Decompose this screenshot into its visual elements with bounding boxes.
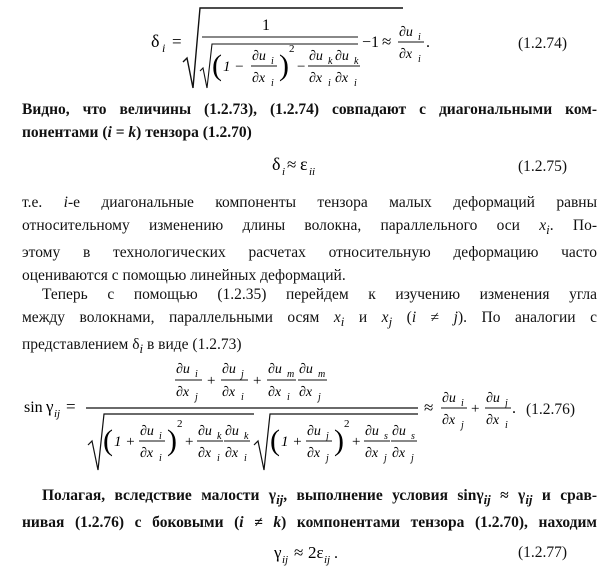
dui-top-sub: i [418, 32, 421, 43]
plus-sign: + [185, 434, 194, 450]
rhs-dx-j: ∂x [442, 413, 456, 428]
gamma-symbol: γ [274, 543, 282, 562]
equation-1-2-77 [0, 538, 611, 572]
rhs-du-i-sub: i [461, 398, 464, 409]
italic-subscript-i: i [546, 222, 550, 238]
paragraph-4 [22, 484, 597, 534]
two-epsilon: 2ε [308, 543, 324, 562]
text-span: относительному изменению длины волокна, параллельного оси [22, 217, 540, 234]
square-exponent: 2 [344, 418, 350, 430]
den-du-k-2: ∂u [225, 424, 239, 439]
dx-bottom: ∂x [252, 71, 266, 86]
text-span: ≠ [243, 514, 274, 532]
equation-number: (1.2.77) [518, 544, 568, 561]
dxi-bottom-2-sub: i [354, 78, 357, 89]
den-dx-j: ∂x [307, 446, 321, 461]
den-du-s-2-sub: s [411, 431, 415, 442]
equation-1-2-74 [0, 0, 611, 95]
num-du-i-sub: i [195, 369, 198, 380]
den-dx-i-2: ∂x [198, 446, 212, 461]
num-du-m-1: ∂u [268, 362, 282, 377]
den-dx-i: ∂x [140, 446, 154, 461]
duk-top-1-sub: k [328, 56, 333, 67]
text-span: ≠ [416, 309, 454, 326]
delta-symbol: δ [151, 31, 160, 51]
italic-j: j [453, 309, 458, 326]
sin-function: sin [24, 399, 43, 416]
num-du-m-1-sub: m [287, 369, 295, 380]
epsilon-subscript: ij [324, 554, 331, 566]
fraction-numerator: 1 [262, 17, 270, 34]
plus-sign: + [253, 373, 262, 389]
period: . [426, 34, 430, 51]
duk-top-2: ∂u [335, 49, 349, 64]
plus-sign: + [207, 373, 216, 389]
num-dx-j-2: ∂x [299, 385, 313, 400]
den-du-s-1-sub: s [384, 431, 388, 442]
paragraph-4-line-2 [22, 511, 597, 534]
approx-sign: ≈ [287, 155, 297, 174]
equation-number: (1.2.74) [518, 35, 568, 52]
period: . [512, 400, 516, 417]
text-span: Видно, что величины (1.2.73), (1.2.74) совпадают с диагональными ком- [22, 101, 597, 118]
italic-i: i [107, 124, 112, 141]
text-span: Теперь с помощью (1.2.35) перейдем к изучению изменения угла [42, 286, 597, 303]
rhs-du-i: ∂u [442, 391, 456, 406]
den-dx-i-3-sub: i [244, 453, 247, 464]
italic-subscript-ij: ij [483, 492, 491, 508]
italic-i: i [239, 514, 244, 532]
text-span: ). По аналогии с [457, 309, 597, 326]
den-dx-j-sub: j [326, 453, 329, 464]
den-du-j: ∂u [307, 424, 321, 439]
right-paren: ) [279, 49, 289, 82]
dxi-bottom-1: ∂x [309, 71, 323, 86]
text-span: и срав- [532, 487, 597, 504]
square-exponent: 2 [177, 418, 183, 430]
equation-1-2-76-svg [0, 352, 611, 482]
right-paren: ) [334, 424, 344, 457]
gamma-subscript: ij [54, 408, 61, 420]
dx-bottom-sub: i [271, 78, 274, 89]
den-dx-i-2-sub: i [217, 453, 220, 464]
one-minus: 1 − [223, 59, 245, 75]
italic-i: i [411, 309, 417, 326]
gamma-symbol: γ [46, 397, 54, 416]
italic-subscript-ij: ij [525, 492, 533, 508]
minus-one: −1 [362, 34, 380, 51]
dxi-bottom-3-sub: i [418, 54, 421, 65]
minus-sign: − [297, 59, 306, 75]
num-dx-i: ∂x [222, 385, 236, 400]
text-span: этому в технологических расчетах относительную деформацию часто [22, 244, 597, 262]
text-span: -е диагональные компоненты тензора малых деформаций равны [67, 194, 597, 211]
plus-sign: + [352, 434, 361, 450]
den-du-k-2-sub: k [244, 431, 249, 442]
num-du-m-2: ∂u [299, 362, 313, 377]
den-dx-i-3: ∂x [225, 446, 239, 461]
text-span: понентами ( [22, 124, 108, 141]
italic-k: k [128, 124, 137, 141]
text-span: оцениваются с помощью линейных деформаций. [22, 267, 346, 285]
num-dx-j-sub: j [195, 392, 198, 403]
left-paren: ( [212, 49, 222, 82]
paragraph-2-line-2 [22, 214, 597, 241]
dxi-bottom-2: ∂x [335, 71, 349, 86]
rhs-du-j: ∂u [486, 391, 500, 406]
paragraph-3-line-1 [22, 283, 597, 306]
den-du-k-1: ∂u [198, 424, 212, 439]
paragraph-2-line-3 [22, 241, 597, 264]
num-dx-i-2-sub: i [287, 392, 290, 403]
rhs-du-j-sub: j [505, 398, 508, 409]
approx-sign: ≈ [424, 398, 434, 417]
paragraph-1 [22, 98, 597, 144]
den-du-j-sub: j [326, 431, 329, 442]
paragraph-2-line-1 [22, 191, 597, 214]
equation-number: (1.2.76) [526, 401, 576, 418]
dxi-bottom-1-sub: i [328, 78, 331, 89]
num-du-i: ∂u [176, 362, 190, 377]
den-du-i: ∂u [140, 424, 154, 439]
approx-sign: ≈ [294, 543, 304, 562]
paragraph-4-line-1 [22, 484, 597, 511]
num-du-j: ∂u [222, 362, 236, 377]
text-span: между волокнами, параллельными осям [22, 309, 334, 326]
paragraph-3-line-2 [22, 306, 597, 333]
text-span: . По- [549, 217, 597, 234]
gamma-subscript: ij [282, 554, 289, 566]
left-paren: ( [270, 424, 280, 457]
den-dx-i-sub: i [159, 453, 162, 464]
text-span: представлением δ [22, 336, 140, 354]
text-span: ( [392, 309, 412, 326]
one-plus: 1 + [281, 434, 303, 450]
num-du-m-2-sub: m [318, 369, 326, 380]
paragraph-3 [22, 283, 597, 360]
paragraph-1-line-2 [22, 121, 597, 144]
equals-sign: = [66, 397, 76, 416]
text-span: ≈ γ [490, 487, 526, 504]
equation-1-2-76 [0, 352, 611, 482]
italic-subscript-ij: ij [276, 492, 284, 508]
text-span: = [111, 124, 129, 141]
text-span: ) тензора (1.2.70) [136, 124, 252, 141]
italic-subscript-i: i [340, 314, 345, 330]
italic-subscript-j: j [388, 314, 393, 330]
den-du-s-1: ∂u [365, 424, 379, 439]
den-du-k-1-sub: k [217, 431, 222, 442]
den-dx-j-2: ∂x [365, 446, 379, 461]
du-top: ∂u [252, 49, 266, 64]
period: . [334, 545, 338, 562]
den-du-i-sub: i [159, 431, 162, 442]
delta-symbol: δ [272, 154, 281, 174]
epsilon-symbol: ε [300, 154, 308, 174]
duk-top-2-sub: k [354, 56, 359, 67]
text-span: нивая (1.2.76) с боковыми ( [22, 514, 240, 532]
du-top-sub: i [271, 56, 274, 67]
den-dx-j-3: ∂x [392, 446, 406, 461]
text-span: и [344, 309, 382, 326]
dui-top: ∂u [399, 25, 413, 40]
left-paren: ( [103, 424, 113, 457]
italic-x: x [539, 217, 547, 234]
text-span: в виде (1.2.73) [143, 336, 242, 354]
paragraph-1-line-1 [22, 98, 597, 121]
text-span: Полагая, вследствие малости γ [42, 487, 277, 504]
num-dx-j: ∂x [176, 385, 190, 400]
text-span: т.е. [22, 194, 64, 211]
delta-subscript: i [282, 166, 286, 178]
rhs-dx-i: ∂x [486, 413, 500, 428]
num-dx-i-2: ∂x [268, 385, 282, 400]
equals-sign: = [172, 32, 182, 51]
square-exponent: 2 [289, 43, 295, 55]
rhs-dx-i-sub: i [505, 420, 508, 431]
italic-k: k [273, 514, 282, 532]
delta-subscript: i [162, 41, 166, 55]
equation-number: (1.2.75) [518, 158, 568, 175]
num-dx-j-2-sub: j [318, 392, 321, 403]
num-du-j-sub: j [241, 369, 244, 380]
one-plus: 1 + [114, 434, 136, 450]
plus-sign: + [471, 401, 480, 417]
italic-subscript-i: i [139, 341, 144, 357]
text-span: , выполнение условия sinγ [283, 487, 484, 504]
epsilon-subscript: ii [309, 166, 316, 178]
italic-x: x [381, 309, 389, 326]
italic-i: i [63, 194, 68, 211]
duk-top-1: ∂u [309, 49, 323, 64]
den-dx-j-3-sub: j [411, 453, 414, 464]
right-paren: ) [167, 424, 177, 457]
num-dx-i-sub: i [241, 392, 244, 403]
equation-1-2-75 [0, 150, 611, 184]
italic-x: x [333, 309, 341, 326]
dxi-bottom-3: ∂x [399, 47, 413, 62]
rhs-dx-j-sub: j [461, 420, 464, 431]
text-span: ) компонентами тензора (1.2.70), находим [281, 514, 597, 532]
den-dx-j-2-sub: j [384, 453, 387, 464]
approx-sign: ≈ [382, 32, 392, 51]
den-du-s-2: ∂u [392, 424, 406, 439]
paragraph-2 [22, 191, 597, 287]
